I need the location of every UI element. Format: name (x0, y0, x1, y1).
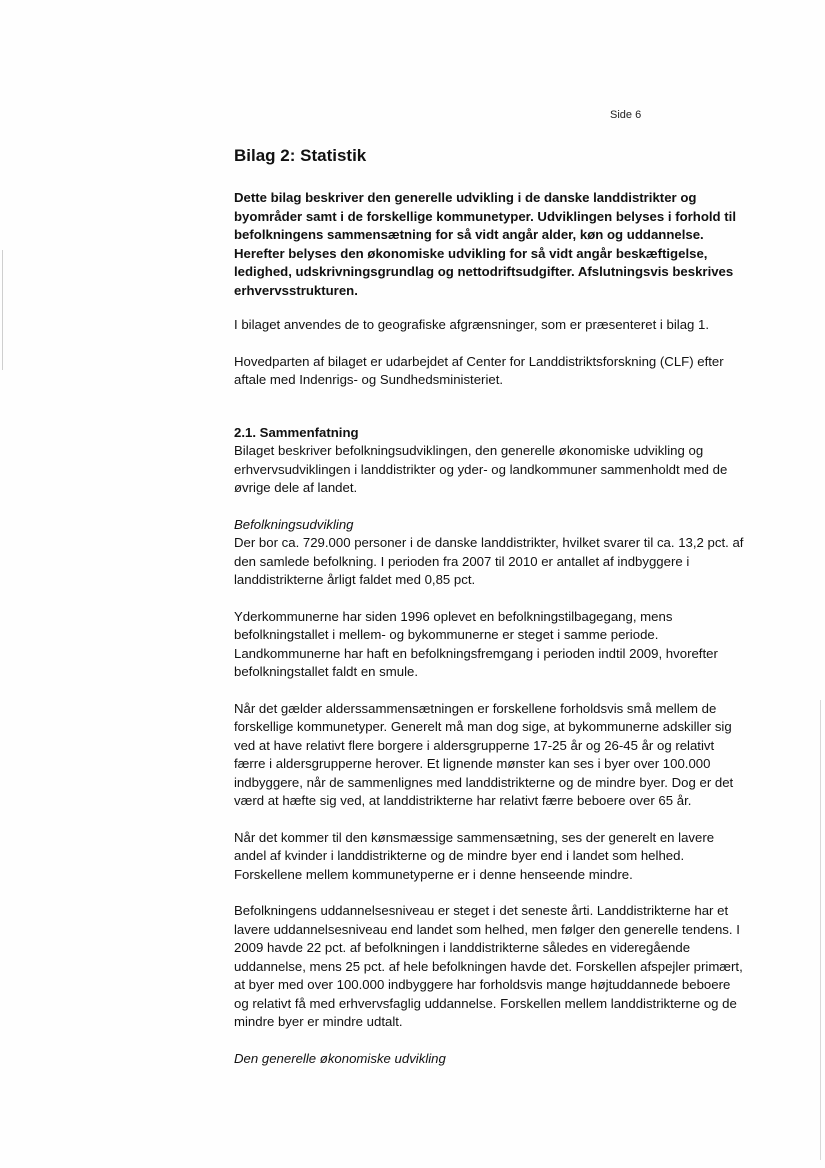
section-summary-paragraph: Bilaget beskriver befolkningsudviklingen, den generelle økonomiske udvikling og erhvervsudviklingen i landdistrikter og yder- og landkommuner sammenholdt med de øvrige dele af landet. (234, 443, 728, 495)
paragraph-municipality-trend: Yderkommunerne har siden 1996 oplevet en befolkningstilbagegang, mens befolkningstallet i mellem- og bykommunerne er steget i samme periode. Landkommunerne har haft en befolkningsfremgang i perioden indtil 2009, hvorefter befolkningstallet faldt en smule. (234, 608, 718, 679)
section-heading: 2.1. Sammenfatning (234, 424, 359, 440)
paragraph-age-composition: Når det gælder alderssammensætningen er forskellene forholdsvis små mellem de forskellige kommunetyper. Generelt må man dog sige, at bykommunerne adskiller sig ved at have relativt flere borgere i aldersgrupperne 17-25 år og 26-45 år og relativt færre i aldersgrupperne herover. Et lignende mønster kan ses i byer over 100.000 indbyggere, når de sammenlignes med landdistrikterne og de mindre byer. Dog er det værd at hæfte sig ved, at landdistrikterne har relativt færre beboere over 65 år. (234, 700, 734, 808)
page-number: Side 6 (610, 109, 642, 121)
paragraph-authorship: Hovedparten af bilaget er udarbejdet af Center for Landdistriktsforskning (CLF) efter aftale med Indenrigs- og Sundhedsministeriet. (234, 353, 724, 387)
intro-paragraph: Dette bilag beskriver den generelle udvikling i de danske landdistrikter og byområder samt i de forskellige kommunetyper. Udviklingen belyses i forhold til befolkningens sammensætning for så vidt angår alder, køn og uddannelse. Herefter belyses den økonomiske udvikling for så vidt angår beskæftigelse, ledighed, udskrivningsgrundlag og nettodriftsudgifter. Afslutningsvis beskrives erhvervsstrukturen. (234, 190, 736, 298)
paragraph-gender-composition: Når det kommer til den kønsmæssige sammensætning, ses der generelt en lavere andel af kvinder i landdistrikterne og de mindre byer end i landet som helhed. Forskellene mellem kommunetyperne er i denne henseende mindre. (234, 829, 715, 882)
document-title: Bilag 2: Statistik (234, 146, 367, 165)
document-body (234, 145, 744, 1068)
scan-edge-mark (2, 250, 3, 370)
scan-edge-mark (820, 700, 821, 1160)
paragraph-population-count: Der bor ca. 729.000 personer i de danske landdistrikter, hvilket svarer til ca. 13,2 pct. af den samlede befolkning. I perioden fra 2007 til 2010 er antallet af indbyggere i landdistrikterne årligt faldet med 0,85 pct. (234, 535, 744, 587)
paragraph-education-level: Befolkningens uddannelsesniveau er steget i det seneste årti. Landdistrikterne har et lavere uddannelsesniveau end landet som helhed, men følger den generelle tendens. I 2009 havde 22 pct. af befolkningen i landdistrikterne således en videregående uddannelse, mens 25 pct. af hele befolkningen havde det. Forskellen afspejler primært, at byer med over 100.000 indbyggere har forholdsvis mange højtuddannede beboere og relativt få med erhvervsfaglig uddannelse. Forskellen mellem landdistrikterne og de mindre byer er mindre udtalt. (234, 903, 743, 1029)
subheading-befolkningsudvikling: Befolkningsudvikling (234, 516, 354, 532)
subheading-economic-development: Den generelle økonomiske udvikling (234, 1050, 446, 1066)
paragraph-geography: I bilaget anvendes de to geografiske afgrænsninger, som er præsenteret i bilag 1. (234, 317, 710, 332)
